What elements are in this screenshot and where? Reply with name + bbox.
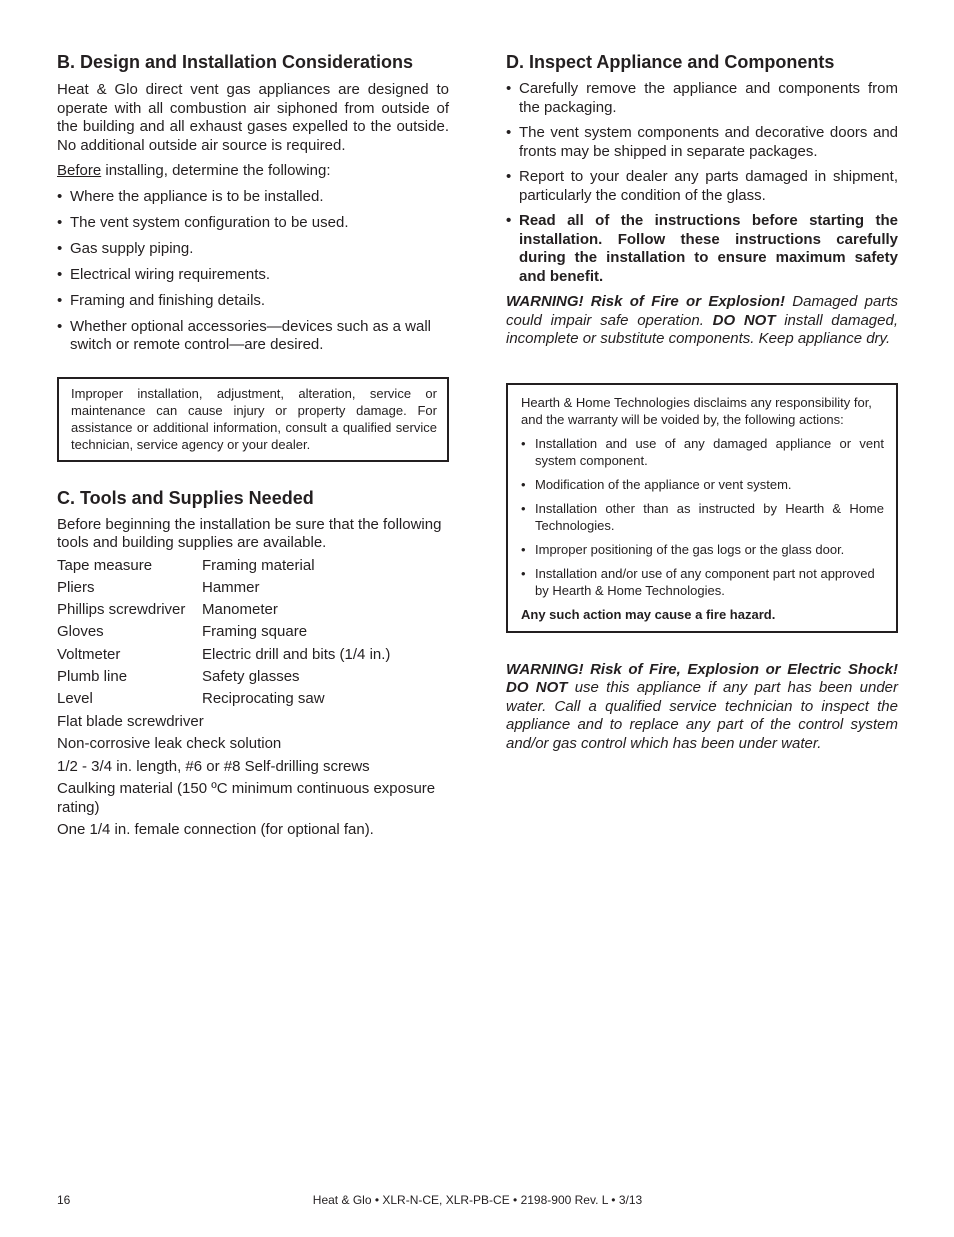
warning-text: install damaged, incomplete or substitute components. Keep appliance dry. <box>506 311 898 347</box>
warning-water-damage <box>506 661 898 754</box>
list-item: • Where the appliance is to be installed. <box>57 188 449 207</box>
tools-row <box>57 557 449 579</box>
section-d-list <box>506 80 898 286</box>
notice-text: Improper installation, adjustment, alteration, service or maintenance can cause injury or property damage. For assistance or additional information, consult a qualified service technician, service agency or your dealer. <box>71 385 437 452</box>
do-not: DO NOT <box>506 679 568 696</box>
warning-text: Damaged parts could impair safe operation. <box>506 293 898 329</box>
list-item-bold: • Read all of the instructions before starting the installation. Follow these instructions carefully during the installation to ensure maximum safety and benefit. <box>506 212 898 286</box>
tool-item: Phillips screwdriver <box>57 601 186 619</box>
tools-row <box>57 601 449 623</box>
tools-table <box>57 557 449 713</box>
disclaimer-intro: Hearth & Home Technologies disclaims any responsibility for, and the warranty will be voided by, the following actions: <box>521 394 872 427</box>
tool-item: Hammer <box>202 578 260 596</box>
tool-item: Non-corrosive leak check solution <box>57 735 282 753</box>
tool-item: Safety glasses <box>202 667 300 685</box>
disclaimer-footer: Any such action may cause a fire hazard. <box>521 606 776 622</box>
tools-row <box>57 623 449 645</box>
document-info: Heat & Glo • XLR-N-CE, XLR-PB-CE • 2198-900 Rev. L • 3/13 <box>312 1193 643 1207</box>
tools-row <box>57 646 449 668</box>
tools-row <box>57 690 449 712</box>
list-item: • The vent system components and decorative doors and fronts may be shipped in separate packages. <box>506 124 898 161</box>
notice-box <box>57 377 449 462</box>
list-item: • The vent system configuration to be used. <box>57 214 449 233</box>
list-item: • Report to your dealer any parts damaged in shipment, particularly the condition of the glass. <box>506 168 898 205</box>
tools-row <box>57 668 449 690</box>
list-item: • Whether optional accessories—devices such as a wall switch or remote control—are desired. <box>57 318 449 355</box>
tool-item: Gloves <box>57 623 104 641</box>
tool-item: Voltmeter <box>57 645 121 663</box>
tool-item: Level <box>57 690 93 708</box>
section-b-intro: Heat & Glo direct vent gas appliances are designed to operate with all combustion air siphoned from outside of the building and all exhaust gases expelled to the outside. No additional outside air source is required. <box>57 81 449 154</box>
list-item: • Framing and finishing details. <box>57 292 449 311</box>
tool-item: Flat blade screwdriver <box>57 712 204 730</box>
right-column <box>506 50 898 753</box>
warning-lead: WARNING! Risk of Fire, Explosion or Electric Shock! <box>506 660 898 678</box>
tool-item: Tape measure <box>57 556 153 574</box>
list-item: • Installation and/or use of any component part not approved by Hearth & Home Technologies. <box>521 565 884 599</box>
disclaimer-list <box>521 435 884 599</box>
warning-lead: WARNING! Risk of Fire or Explosion! <box>506 293 785 310</box>
disclaimer-box <box>506 383 898 633</box>
warning-damaged-parts <box>506 293 898 349</box>
section-b-heading: B. Design and Installation Considerations <box>57 52 414 72</box>
tool-item: Framing material <box>202 556 315 574</box>
left-column <box>57 50 449 840</box>
tool-item: 1/2 - 3/4 in. length, #6 or #8 Self-drilling screws <box>57 757 370 775</box>
list-item: • Modification of the appliance or vent system. <box>521 476 884 493</box>
section-c-intro: Before beginning the installation be sure that the following tools and building supplies are available. <box>57 515 442 551</box>
section-b-list <box>57 188 449 355</box>
section-b-before-line <box>57 162 449 181</box>
tool-item: One 1/4 in. female connection (for optional fan). <box>57 821 374 839</box>
list-item: • Gas supply piping. <box>57 240 449 259</box>
tools-row <box>57 579 449 601</box>
warning-text: use this appliance if any part has been under water. Call a qualified service technician to inspect the appliance and to replace any part of the control system and/or gas control which has been under water. <box>506 679 898 752</box>
list-item: • Installation and use of any damaged appliance or vent system component. <box>521 435 884 469</box>
tool-item: Manometer <box>202 601 278 619</box>
before-word: Before <box>57 162 102 179</box>
list-item: • Installation other than as instructed by Hearth & Home Technologies. <box>521 500 884 534</box>
page-number: 16 <box>57 1193 71 1207</box>
list-item: • Improper positioning of the gas logs or the glass door. <box>521 541 884 558</box>
do-not: DO NOT <box>712 311 776 329</box>
tool-item: Electric drill and bits (1/4 in.) <box>202 645 391 663</box>
section-c-heading: C. Tools and Supplies Needed <box>57 487 314 508</box>
tool-item: Pliers <box>57 578 95 596</box>
before-rest: installing, determine the following: <box>101 162 331 179</box>
list-item: • Carefully remove the appliance and components from the packaging. <box>506 80 898 117</box>
tool-item: Plumb line <box>57 667 128 685</box>
tool-item: Reciprocating saw <box>202 690 325 708</box>
list-item: • Electrical wiring requirements. <box>57 266 449 285</box>
section-d-heading: D. Inspect Appliance and Components <box>506 52 835 72</box>
tool-item: Framing square <box>202 623 308 641</box>
tool-item: Caulking material (150 ºC minimum continuous exposure rating) <box>57 780 436 816</box>
